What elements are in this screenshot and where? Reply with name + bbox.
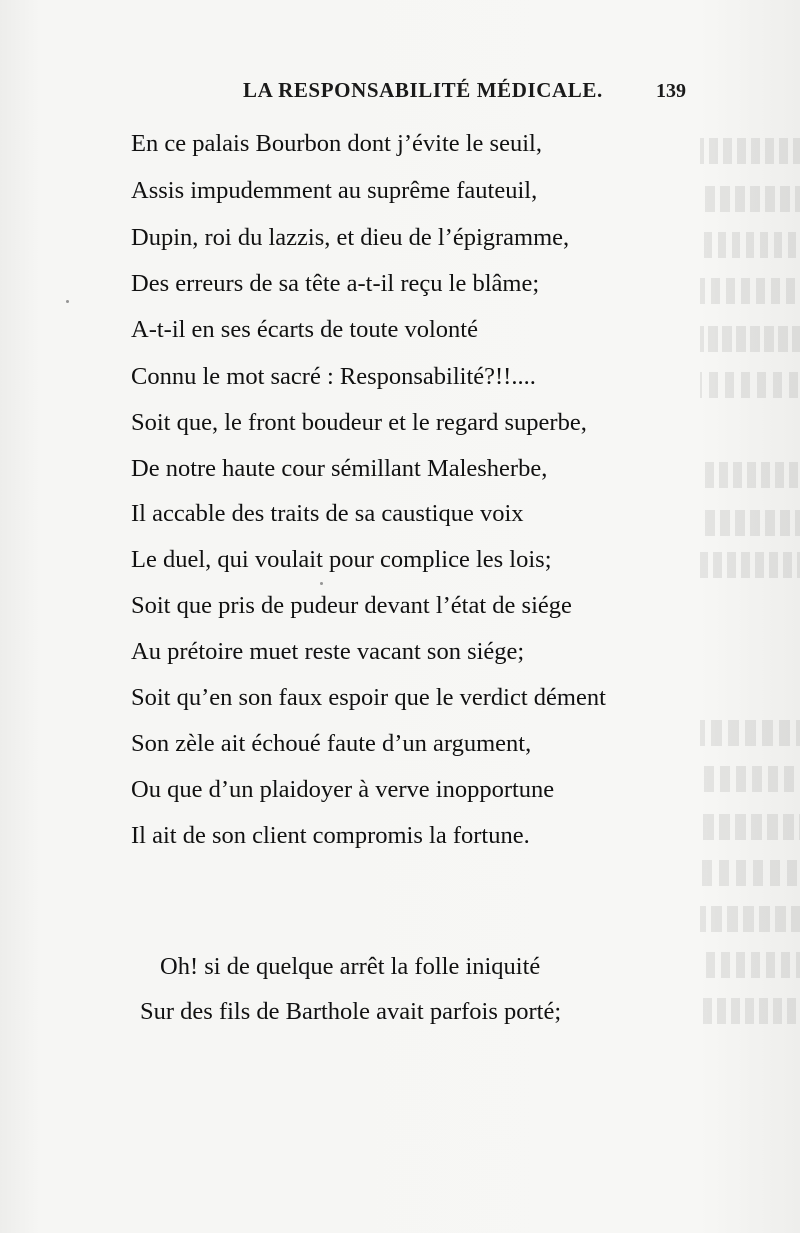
verse-line: Son zèle ait échoué faute d’un argument, xyxy=(131,730,532,757)
bleed-line xyxy=(700,998,800,1024)
bleed-line xyxy=(700,906,800,932)
verse-line: Oh! si de quelque arrêt la folle iniquité xyxy=(160,953,541,980)
verse-line: Des erreurs de sa tête a-t-il reçu le blâme; xyxy=(131,270,540,297)
bleed-line xyxy=(700,814,800,840)
verse-line: Connu le mot sacré : Responsabilité?!!.... xyxy=(131,363,536,390)
page-number: 139 xyxy=(656,80,686,102)
print-speck xyxy=(320,582,323,585)
bleed-line xyxy=(700,326,800,352)
print-speck xyxy=(66,300,69,303)
bleed-line xyxy=(700,278,800,304)
verse-line: Dupin, roi du lazzis, et dieu de l’épigramme, xyxy=(131,224,570,251)
bleed-line xyxy=(700,232,800,258)
bleed-line xyxy=(700,138,800,164)
verse-line: Au prétoire muet reste vacant son siége; xyxy=(131,638,525,665)
bleed-line xyxy=(700,720,800,746)
verse-line: A-t-il en ses écarts de toute volonté xyxy=(131,316,478,343)
verse-line: Soit qu’en son faux espoir que le verdict dément xyxy=(131,684,606,711)
bleed-line xyxy=(700,860,800,886)
bleed-line xyxy=(700,462,800,488)
bleed-line xyxy=(700,552,800,578)
verse-line: En ce palais Bourbon dont j’évite le seuil, xyxy=(131,130,542,157)
running-title: LA RESPONSABILITÉ MÉDICALE. xyxy=(243,78,603,102)
verse-line: Il accable des traits de sa caustique voix xyxy=(131,500,524,527)
verse-line: Ou que d’un plaidoyer à verve inopportune xyxy=(131,776,555,803)
verse-line: Soit que pris de pudeur devant l’état de siége xyxy=(131,592,572,619)
bleed-line xyxy=(700,952,800,978)
verse-line: Soit que, le front boudeur et le regard superbe, xyxy=(131,409,587,436)
bleed-line xyxy=(700,186,800,212)
verse-line: Sur des fils de Barthole avait parfois porté; xyxy=(140,998,562,1025)
verse-line: Le duel, qui voulait pour complice les lois; xyxy=(131,546,552,573)
bleed-line xyxy=(700,510,800,536)
running-header xyxy=(0,78,800,108)
bleed-line xyxy=(700,766,800,792)
verse-line: Assis impudemment au suprême fauteuil, xyxy=(131,177,538,204)
verse-line: De notre haute cour sémillant Malesherbe, xyxy=(131,455,548,482)
verse-line: Il ait de son client compromis la fortune. xyxy=(131,822,530,849)
bleed-line xyxy=(700,372,800,398)
